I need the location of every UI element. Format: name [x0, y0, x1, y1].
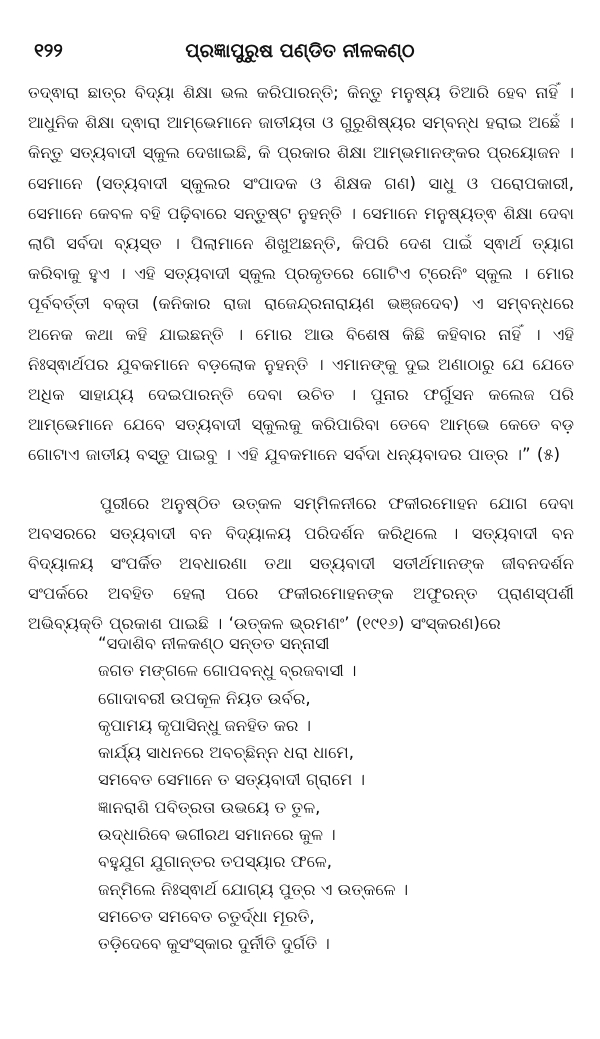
paragraph-quote: ତଦ୍ଵାରା ଛାତ୍ର ବିଦ୍ୟା ଶିକ୍ଷା ଭଲ କରିପାରନ୍ତି; କିନ୍ତୁ ମନୁଷ୍ୟ ତିଆରି ହେବ ନାହିଁ । ଆଧୁନିକ ଶିକ୍ଷା ଦ୍ଵାରା ଆମ୍ଭେମାନେ ଜାତୀୟତା ଓ ଗୁରୁଶିଷ୍ୟର ସମ୍ବନ୍ଧ ହରାଇ ଅଛେଁ । କିନ୍ତୁ ସତ୍ୟବାଦୀ ସ୍କୁଲ ଦେଖାଇଛି, କି ପ୍ରକାର ଶିକ୍ଷା ଆମ୍ଭମାନଙ୍କର ପ୍ରୟୋଜନ । ସେମାନେ (ସତ୍ୟବାଦୀ ସ୍କୁଲର ସଂପାଦକ ଓ ଶିକ୍ଷକ ଗଣ) ସାଧୁ ଓ ପରୋପକାରୀ, ସେମାନେ କେବଳ ବହି ପଢ଼ିବାରେ ସନ୍ତୁଷ୍ଟ ନୁହନ୍ତି । ସେମାନେ ମନୁଷ୍ୟତ୍ଵ ଶିକ୍ଷା ଦେବା ଲାଗି ସର୍ବଦା ବ୍ୟସ୍ତ । ପିଲାମାନେ ଶିଖୁଅଛନ୍ତି, କିପରି ଦେଶ ପାଇଁ ସ୍ଵାର୍ଥ ତ୍ୟାଗ କରିବାକୁ ହୁଏ । ଏହି ସତ୍ୟବାଦୀ ସ୍କୁଲ ପ୍ରକୃତରେ ଗୋଟିଏ ଟ୍ରେନିଂ ସ୍କୁଲ । ମୋର ପୂର୍ବବର୍ତ୍ତୀ ବକ୍ତା (କନିକାର ରାଜା ରାଜେନ୍ଦ୍ରନାରାୟଣ ଭଞ୍ଜଦେବ) ଏ ସମ୍ବନ୍ଧରେ ଅନେକ କଥା କହି ଯାଇଛନ୍ତି । ମୋର ଆଉ ବିଶେଷ କିଛି କହିବାର ନାହିଁ । ଏହି ନିଃସ୍ଵାର୍ଥପର ଯୁବକମାନେ ବଡ଼ଲୋକ ନୁହନ୍ତି । ଏମାନଙ୍କୁ ଦୁଇ ଅଣାଠାରୁ ଯେ ଯେତେ ଅଧିକ ସାହାଯ୍ୟ ଦେଇପାରନ୍ତି ଦେବା ଉଚିତ । ପୁନାର ଫର୍ଗୁସନ କଲେଜ ପରି ଆମ୍ଭେମାନେ ଯେବେ ସତ୍ୟବାଦୀ ସ୍କୁଲକୁ କରିପାରିବା ତେବେ ଆମ୍ଭେ କେତେ ବଡ଼ ଗୋଟାଏ ଜାତୀୟ ବସ୍ତୁ ପାଇବୁ । ଏହି ଯୁବକମାନେ ସର୍ବଦା ଧନ୍ୟବାଦର ପାତ୍ର ।” (୫) [28, 83, 574, 465]
poem-line: ସମବେତ ସେମାନେ ତ ସତ୍ୟବାଦୀ ଗ୍ରାମେ । [98, 770, 366, 790]
poem-line: ସମଚେତ ସମବେତ ଚତୁର୍ଦ୍ଧା ମୂରତି, [98, 906, 315, 926]
poem-line: ଜ୍ଞାନରାଶି ପବିତ୍ରତା ଉଭୟେ ତ ତୁଳ, [98, 797, 321, 817]
poem-line: “ସଦାଶିବ ନୀଳକଣ୍ଠ ସନ୍ତତ ସନ୍ନାସୀ [98, 634, 330, 653]
body-text [28, 78, 574, 640]
poem-line: ଜଗତ ମଙ୍ଗଳେ ଗୋପବନ୍ଧୁ ବ୍ରଜବାସୀ । [98, 661, 357, 681]
poem-line: ଉଦ୍ଧାରିବେ ଭଗୀରଥ ସମାନରେ କୁଳ । [98, 825, 336, 845]
poem-line: ବହୁଯୁଗ ଯୁଗାନ୍ତର ତପସ୍ୟାର ଫଳେ, [98, 852, 333, 872]
poem-line: ଗୋଦାବରୀ ଉପକୂଳ ନିୟତ ଉର୍ବର, [98, 688, 311, 708]
poem-block [98, 630, 568, 958]
poem-line: କୃପାମୟ କୃପାସିନ୍ଧୁ ଜନହିତ କର । [98, 715, 312, 735]
poem-line: ଜନ୍ମିଲେ ନିଃସ୍ଵାର୍ଥ ଯୋଗ୍ୟ ପୁତ୍ର ଏ ଉତ୍କଳେ । [98, 879, 409, 899]
page-header [28, 40, 572, 70]
page-number: ୧୨୨ [34, 40, 63, 62]
running-title: ପ୍ରଜ୍ଞାପୁରୁଷ ପଣ୍ଡିତ ନୀଳକଣ୍ଠ [185, 40, 415, 62]
poem-line: ତଡ଼ିଦେବେ କୁସଂସ୍କାର ଦୁର୍ନୀତି ଦୁର୍ଗତି । [98, 934, 330, 954]
paragraph-fakirmohan: ପୁରୀରେ ଅନୁଷ୍ଠିତ ଉତ୍କଳ ସମ୍ମିଳନୀରେ ଫକୀରମୋହନ ଯୋଗ ଦେବା ଅବସରରେ ସତ୍ୟବାଦୀ ବନ ବିଦ୍ୟାଳୟ ପରିଦର୍ଶନ କରିଥିଲେ । ସତ୍ୟବାଦୀ ବନ ବିଦ୍ୟାଳୟ ସଂପର୍କିତ ଅବଧାରଣା ତଥା ସତ୍ୟବାଦୀ ସତୀର୍ଥମାନଙ୍କ ଜୀବନଦର୍ଶନ ସଂପର୍କରେ ଅବହିତ ହେଲା ପରେ ଫକୀରମୋହନଙ୍କ ଅଫୁରନ୍ତ ପ୍ରାଣସ୍ପର୍ଶୀ ଅଭିବ୍ୟକ୍ତି ପ୍ରକାଶ ପାଇଛି । ‘ଉତ୍କଳ ଭ୍ରମଣଂ’ (୧୯୧୬) ସଂସ୍କରଣ)ରେ [28, 493, 574, 634]
poem-line: କାର୍ଯ୍ୟ ସାଧନରେ ଅବଚ୍ଛିନ୍ନ ଧରା ଧାମେ, [98, 743, 354, 763]
